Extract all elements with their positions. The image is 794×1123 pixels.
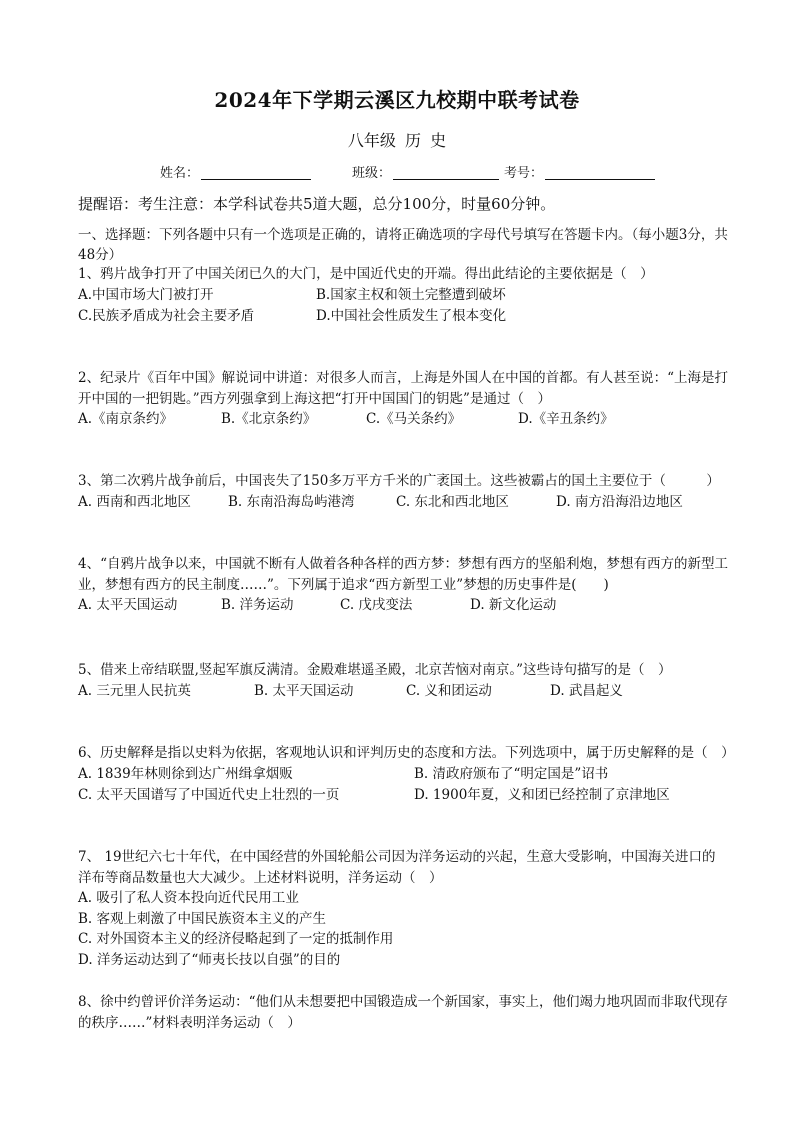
class-blank	[393, 165, 499, 180]
question-stem: 1、鸦片战争打开了中国关闭已久的大门，是中国近代史的开端。得出此结论的主要依据是（ ）	[78, 266, 654, 282]
options-row	[78, 764, 728, 785]
exam-no-field	[504, 162, 655, 181]
option-a: A.《南京条约》	[78, 411, 174, 427]
option-a: A. 三元里人民抗英	[78, 682, 191, 699]
option-d: D.《辛丑条约》	[518, 411, 614, 427]
options-row	[78, 681, 728, 702]
options-row	[78, 595, 728, 616]
question-7	[78, 847, 728, 970]
option-a: A. 吸引了私人资本投向近代民用工业	[78, 890, 299, 906]
option-a: A. 西南和西北地区	[78, 493, 191, 510]
options-row	[78, 785, 728, 806]
question-2	[78, 368, 728, 430]
option-b: B. 东南沿海岛屿港湾	[228, 493, 355, 510]
option-b: B.国家主权和领土完整遭到破坏	[316, 286, 506, 303]
question-stem: 2、纪录片《百年中国》解说词中讲道：对很多人而言，上海是外国人在中国的首都。有人甚至说：“上海是打开中国的一把钥匙。”西方列强拿到上海这把“打开中国国门的钥匙”是通过（ ）	[78, 370, 728, 407]
option-c: C.《马关条约》	[366, 411, 462, 427]
options-row	[78, 285, 728, 306]
exam-no-blank	[545, 165, 655, 180]
option-c: C.民族矛盾成为社会主要矛盾	[78, 307, 255, 324]
options-row	[78, 306, 728, 327]
option-c: C. 东北和西北地区	[396, 493, 509, 510]
question-stem: 7、 19世纪六七十年代，在中国经营的外国轮船公司因为洋务运动的兴起，生意大受影响，中国海关进口的洋布等商品数量也大大减少。上述材料说明，洋务运动（ ）	[78, 849, 716, 886]
option-b: B.《北京条约》	[221, 411, 317, 427]
exam-title: 2024年下学期云溪区九校期中联考试卷	[214, 88, 580, 112]
section-instruction: 一、选择题：下列各题中只有一个选项是正确的，请将正确选项的字母代号填写在答题卡内。（每小题3分，共48分）	[78, 227, 728, 263]
question-5	[78, 660, 728, 702]
question-stem: 4、“自鸦片战争以来，中国就不断有人做着各种各样的西方梦：梦想有西方的坚船利炮，梦想有西方的新型工业，梦想有西方的民主制度……”。下列属于追求“西方新型工业”梦想的历史事件是( )	[78, 556, 728, 593]
class-label: 班级：	[352, 166, 392, 181]
question-6	[78, 743, 735, 806]
option-a: A.中国市场大门被打开	[78, 286, 214, 303]
question-stem: 3、第二次鸦片战争前后，中国丧失了150多万平方千米的广袤国土。这些被霸占的国土主要位于（ ）	[78, 473, 720, 489]
options-row	[78, 409, 728, 430]
question-4	[78, 554, 728, 616]
option-d: D. 南方沿海沿边地区	[556, 493, 683, 510]
option-b: B. 太平天国运动	[254, 682, 354, 699]
question-stem: 8、徐中约曾评价洋务运动：“他们从未想要把中国锻造成一个新国家，事实上，他们竭力地巩固而非取代现存的秩序……”材料表明洋务运动（ ）	[78, 994, 728, 1031]
option-c: C. 对外国资本主义的经济侵略起到了一定的抵制作用	[78, 931, 394, 947]
question-8	[78, 992, 728, 1033]
option-c: C. 太平天国谱写了中国近代史上壮烈的一页	[78, 786, 340, 803]
name-label: 姓名：	[160, 166, 200, 181]
option-d: D. 新文化运动	[470, 597, 557, 613]
exam-no-label: 考号：	[504, 166, 544, 181]
question-stem: 5、借来上帝结联盟,竖起军旗反满清。金殿难堪遥圣殿，北京苦恼对南京。”这些诗句描写的是（ ）	[78, 662, 672, 678]
option-c: C. 戊戌变法	[340, 597, 413, 613]
option-a: A. 1839年林则徐到达广州缉拿烟贩	[78, 765, 293, 782]
question-1	[78, 264, 728, 327]
name-field	[160, 162, 311, 181]
option-a: A. 太平天国运动	[78, 597, 178, 613]
option-d: D. 武昌起义	[550, 682, 623, 699]
class-field	[352, 162, 499, 181]
option-d: D. 洋务运动达到了“师夷长技以自强”的目的	[78, 951, 341, 968]
notice-text: 提醒语：考生注意：本学科试卷共5道大题，总分100分，时量60分钟。	[78, 195, 556, 213]
name-blank	[201, 165, 311, 180]
option-b: B. 洋务运动	[221, 597, 294, 613]
option-d: D. 1900年夏，义和团已经控制了京津地区	[414, 786, 670, 803]
option-c: C. 义和团运动	[406, 682, 492, 699]
question-stem: 6、历史解释是指以史料为依据，客观地认识和评判历史的态度和方法。下列选项中，属于历史解释的是（ ）	[78, 745, 735, 761]
option-d: D.中国社会性质发生了根本变化	[316, 307, 507, 324]
question-3	[78, 471, 728, 513]
option-b: B. 清政府颁布了“明定国是”诏书	[414, 765, 609, 782]
exam-subtitle: 八年级 历 史	[347, 131, 447, 150]
option-b: B. 客观上刺激了中国民族资本主义的产生	[78, 910, 327, 927]
options-row	[78, 492, 728, 513]
